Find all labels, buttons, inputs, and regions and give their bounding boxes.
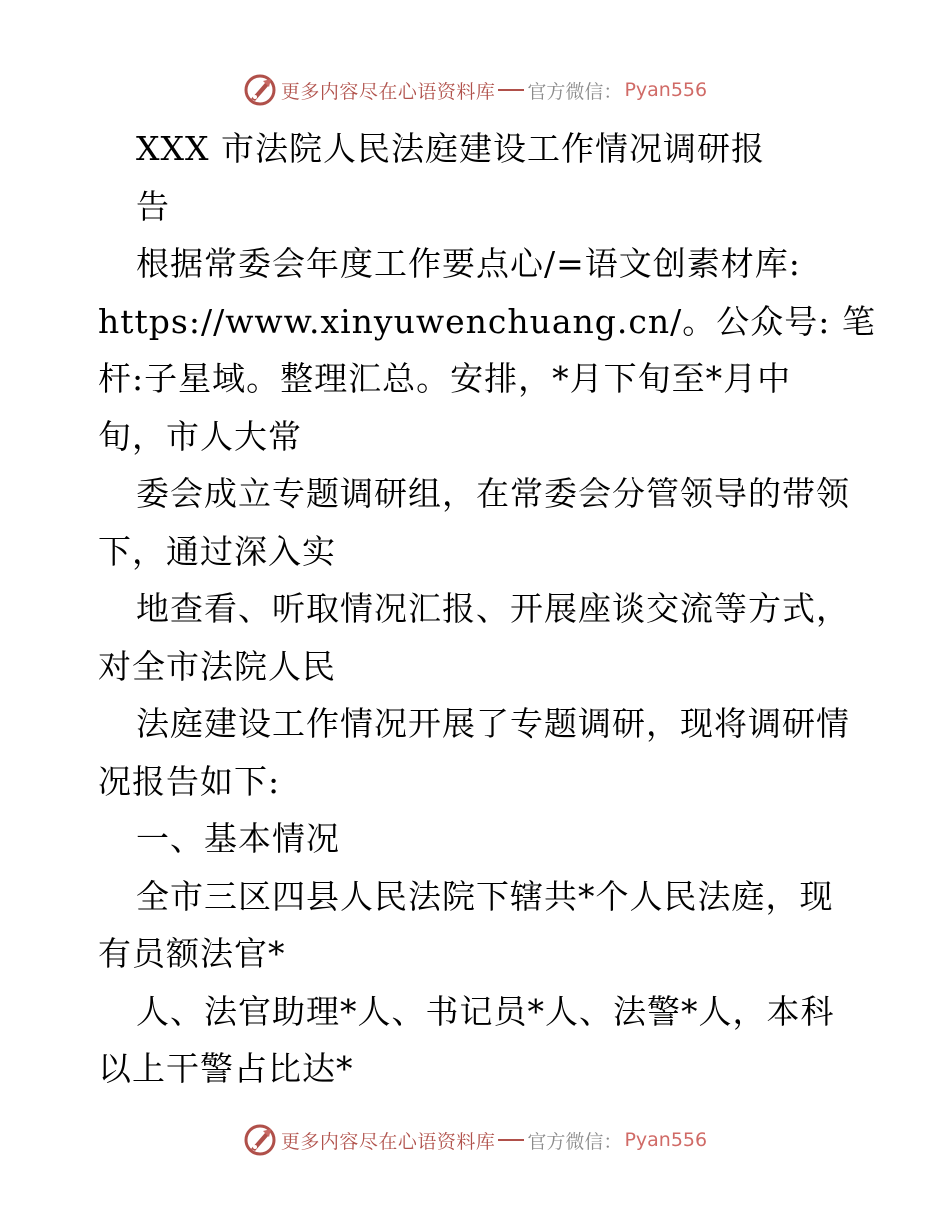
paragraph-line: 对全市法院人民 bbox=[98, 646, 336, 686]
header-banner bbox=[0, 68, 950, 112]
paragraph-line: 有员额法官* bbox=[98, 934, 286, 973]
document-title-line: XXX 市法院人民法庭建设工作情况调研报 bbox=[136, 129, 765, 168]
paragraph-line: 委会成立专题调研组，在常委会分管领导的带领 bbox=[136, 474, 850, 513]
document-title-line: 告 bbox=[136, 186, 170, 226]
footer-banner bbox=[0, 1118, 950, 1162]
banner-divider bbox=[498, 1139, 524, 1141]
document-body bbox=[98, 120, 876, 1098]
banner-handle: Pyan556 bbox=[624, 79, 708, 101]
banner-wechat-label: 官方微信： bbox=[527, 1130, 623, 1153]
banner-title: 更多内容尽在心语资料库 bbox=[280, 80, 496, 103]
section-heading: 一、基本情况 bbox=[136, 819, 340, 858]
banner-handle: Pyan556 bbox=[624, 1129, 708, 1151]
paragraph-line: 况报告如下: bbox=[98, 761, 281, 801]
paragraph-line: https://www.xinyuwenchuang.cn/。公众号: 笔 bbox=[98, 301, 876, 341]
banner-title: 更多内容尽在心语资料库 bbox=[280, 1130, 496, 1153]
paragraph-line: 地查看、听取情况汇报、开展座谈交流等方式， bbox=[136, 589, 850, 628]
paragraph-line: 全市三区四县人民法院下辖共*个人民法庭，现 bbox=[136, 876, 834, 916]
paragraph-line: 根据常委会年度工作要点心/=语文创素材库: bbox=[136, 244, 801, 283]
paragraph-line: 人、法官助理*人、书记员*人、法警*人，本科 bbox=[136, 991, 835, 1031]
paragraph-line: 杆:子星域。整理汇总。安排，*月下旬至*月中 bbox=[98, 359, 792, 398]
paragraph-line: 法庭建设工作情况开展了专题调研，现将调研情 bbox=[136, 704, 850, 743]
red-quill-logo-icon bbox=[243, 73, 277, 107]
banner-divider bbox=[498, 89, 524, 91]
red-quill-logo-icon bbox=[243, 1123, 277, 1157]
banner-wechat-label: 官方微信： bbox=[527, 80, 623, 103]
paragraph-line: 以上干警占比达* bbox=[98, 1049, 354, 1088]
paragraph-line: 旬，市人大常 bbox=[98, 416, 302, 456]
paragraph-line: 下，通过深入实 bbox=[98, 531, 336, 571]
